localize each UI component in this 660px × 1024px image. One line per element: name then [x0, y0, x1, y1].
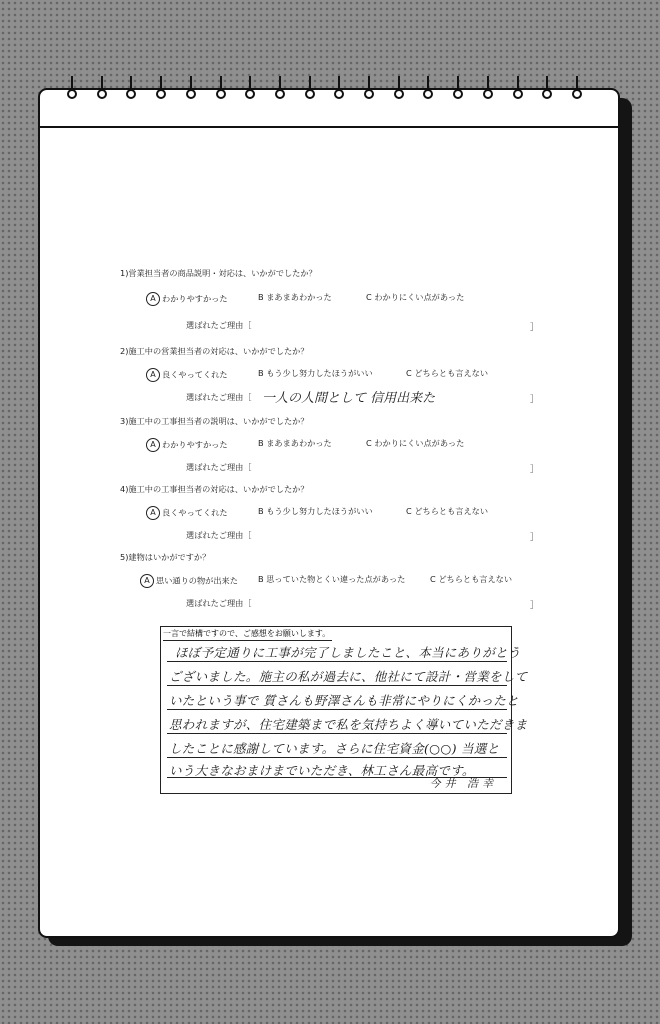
- selected-circle-icon: A: [146, 368, 160, 382]
- question-2-reason-close: ］: [530, 395, 540, 405]
- binding-ring-icon: [482, 76, 494, 102]
- question-2-option-b: B もう少し努力したほうがいい: [258, 368, 373, 378]
- binding-ring-icon: [66, 76, 78, 102]
- binding-ring-icon: [96, 76, 108, 102]
- binding-ring-icon: [155, 76, 167, 102]
- question-1-option-c: C わかりにくい点があった: [366, 292, 465, 302]
- binding-ring-icon: [541, 76, 553, 102]
- question-5-reason-close: ］: [530, 601, 540, 611]
- question-3-option-c: C わかりにくい点があった: [366, 438, 465, 448]
- comment-title: 一言で結構ですので、ご感想をお願いします。: [163, 628, 332, 641]
- question-2-prompt: 2)施工中の営業担当者の対応は、いかがでしたか？: [120, 346, 309, 356]
- question-4-prompt: 4)施工中の工事担当者の対応は、いかがでしたか？: [120, 484, 309, 494]
- binding-ring-icon: [452, 76, 464, 102]
- binding-ring-icon: [393, 76, 405, 102]
- question-5-prompt: 5)建物はいかがですか？: [120, 552, 211, 562]
- question-5-reason-label: 選ばれたご理由［: [186, 598, 252, 608]
- question-4-reason-label: 選ばれたご理由［: [186, 530, 252, 540]
- binding-ring-icon: [274, 76, 286, 102]
- binding-ring-icon: [422, 76, 434, 102]
- comment-line-5: したことに感謝しています。さらに住宅資金(○○) 当選と: [169, 741, 500, 756]
- comment-box: [160, 626, 528, 794]
- question-1-option-a: わかりやすかった: [162, 293, 228, 304]
- question-2-option-a: 良くやってくれた: [162, 369, 228, 380]
- question-3-prompt: 3)施工中の工事担当者の説明は、いかがでしたか？: [120, 416, 309, 426]
- binding-ring-icon: [304, 76, 316, 102]
- question-1-prompt: 1)営業担当者の商品説明・対応は、いかがでしたか？: [120, 268, 317, 278]
- binding-ring-icon: [333, 76, 345, 102]
- binding-ring-icon: [125, 76, 137, 102]
- binding-ring-icon: [363, 76, 375, 102]
- question-1-option-b: B まあまあわかった: [258, 292, 332, 302]
- selected-circle-icon: A: [146, 506, 160, 520]
- question-4-reason-close: ］: [530, 533, 540, 543]
- comment-line-1: ほぼ予定通りに工事が完了しましたこと、本当にありがとう: [175, 645, 521, 660]
- comment-rule: [167, 733, 507, 734]
- binding-line: [40, 126, 618, 128]
- question-5-option-a: 思い通りの物が出来た: [156, 575, 238, 586]
- selected-circle-icon: A: [146, 438, 160, 452]
- selected-circle-icon: A: [140, 574, 154, 588]
- question-2-option-c: C どちらとも言えない: [406, 368, 489, 378]
- question-5-option-c: C どちらとも言えない: [430, 574, 513, 584]
- comment-line-4: 思われますが、住宅建築まで私を気持ちよく導いていただきま: [169, 717, 528, 732]
- question-4-option-c: C どちらとも言えない: [406, 506, 489, 516]
- comment-line-2: ございました。施主の私が過去に、他社にて設計・営業をして: [169, 669, 528, 684]
- question-3-option-a: わかりやすかった: [162, 439, 228, 450]
- binding-ring-icon: [512, 76, 524, 102]
- question-1-reason-close: ］: [530, 323, 540, 333]
- comment-rule: [167, 685, 507, 686]
- question-2-reason-handwritten: 一人の人間として 信用出来た: [262, 391, 436, 406]
- question-4-option-b: B もう少し努力したほうがいい: [258, 506, 373, 516]
- question-3-reason-close: ］: [530, 465, 540, 475]
- comment-rule: [167, 757, 507, 758]
- comment-rule: [167, 661, 507, 662]
- binding-ring-icon: [571, 76, 583, 102]
- question-2-reason: [186, 392, 252, 403]
- binding-ring-icon: [244, 76, 256, 102]
- question-1-reason-label: 選ばれたご理由［: [186, 320, 252, 330]
- question-5-option-b: B 思っていた物とくい違った点があった: [258, 574, 406, 584]
- comment-line-3: いたという事で 質さんも野澤さんも非常にやりにくかったと: [169, 693, 519, 708]
- binding-ring-icon: [185, 76, 197, 102]
- comment-line-6: いう大きなおまけまでいただき、林工さん最高です。: [169, 763, 475, 778]
- comment-rule: [167, 709, 507, 710]
- question-3-option-b: B まあまあわかった: [258, 438, 332, 448]
- signature: 今井 浩幸: [429, 777, 497, 790]
- question-3-reason-label: 選ばれたご理由［: [186, 462, 252, 472]
- question-2-reason-label: 選ばれたご理由［: [186, 392, 252, 402]
- selected-circle-icon: A: [146, 292, 160, 306]
- binding-ring-icon: [215, 76, 227, 102]
- question-4-option-a: 良くやってくれた: [162, 507, 228, 518]
